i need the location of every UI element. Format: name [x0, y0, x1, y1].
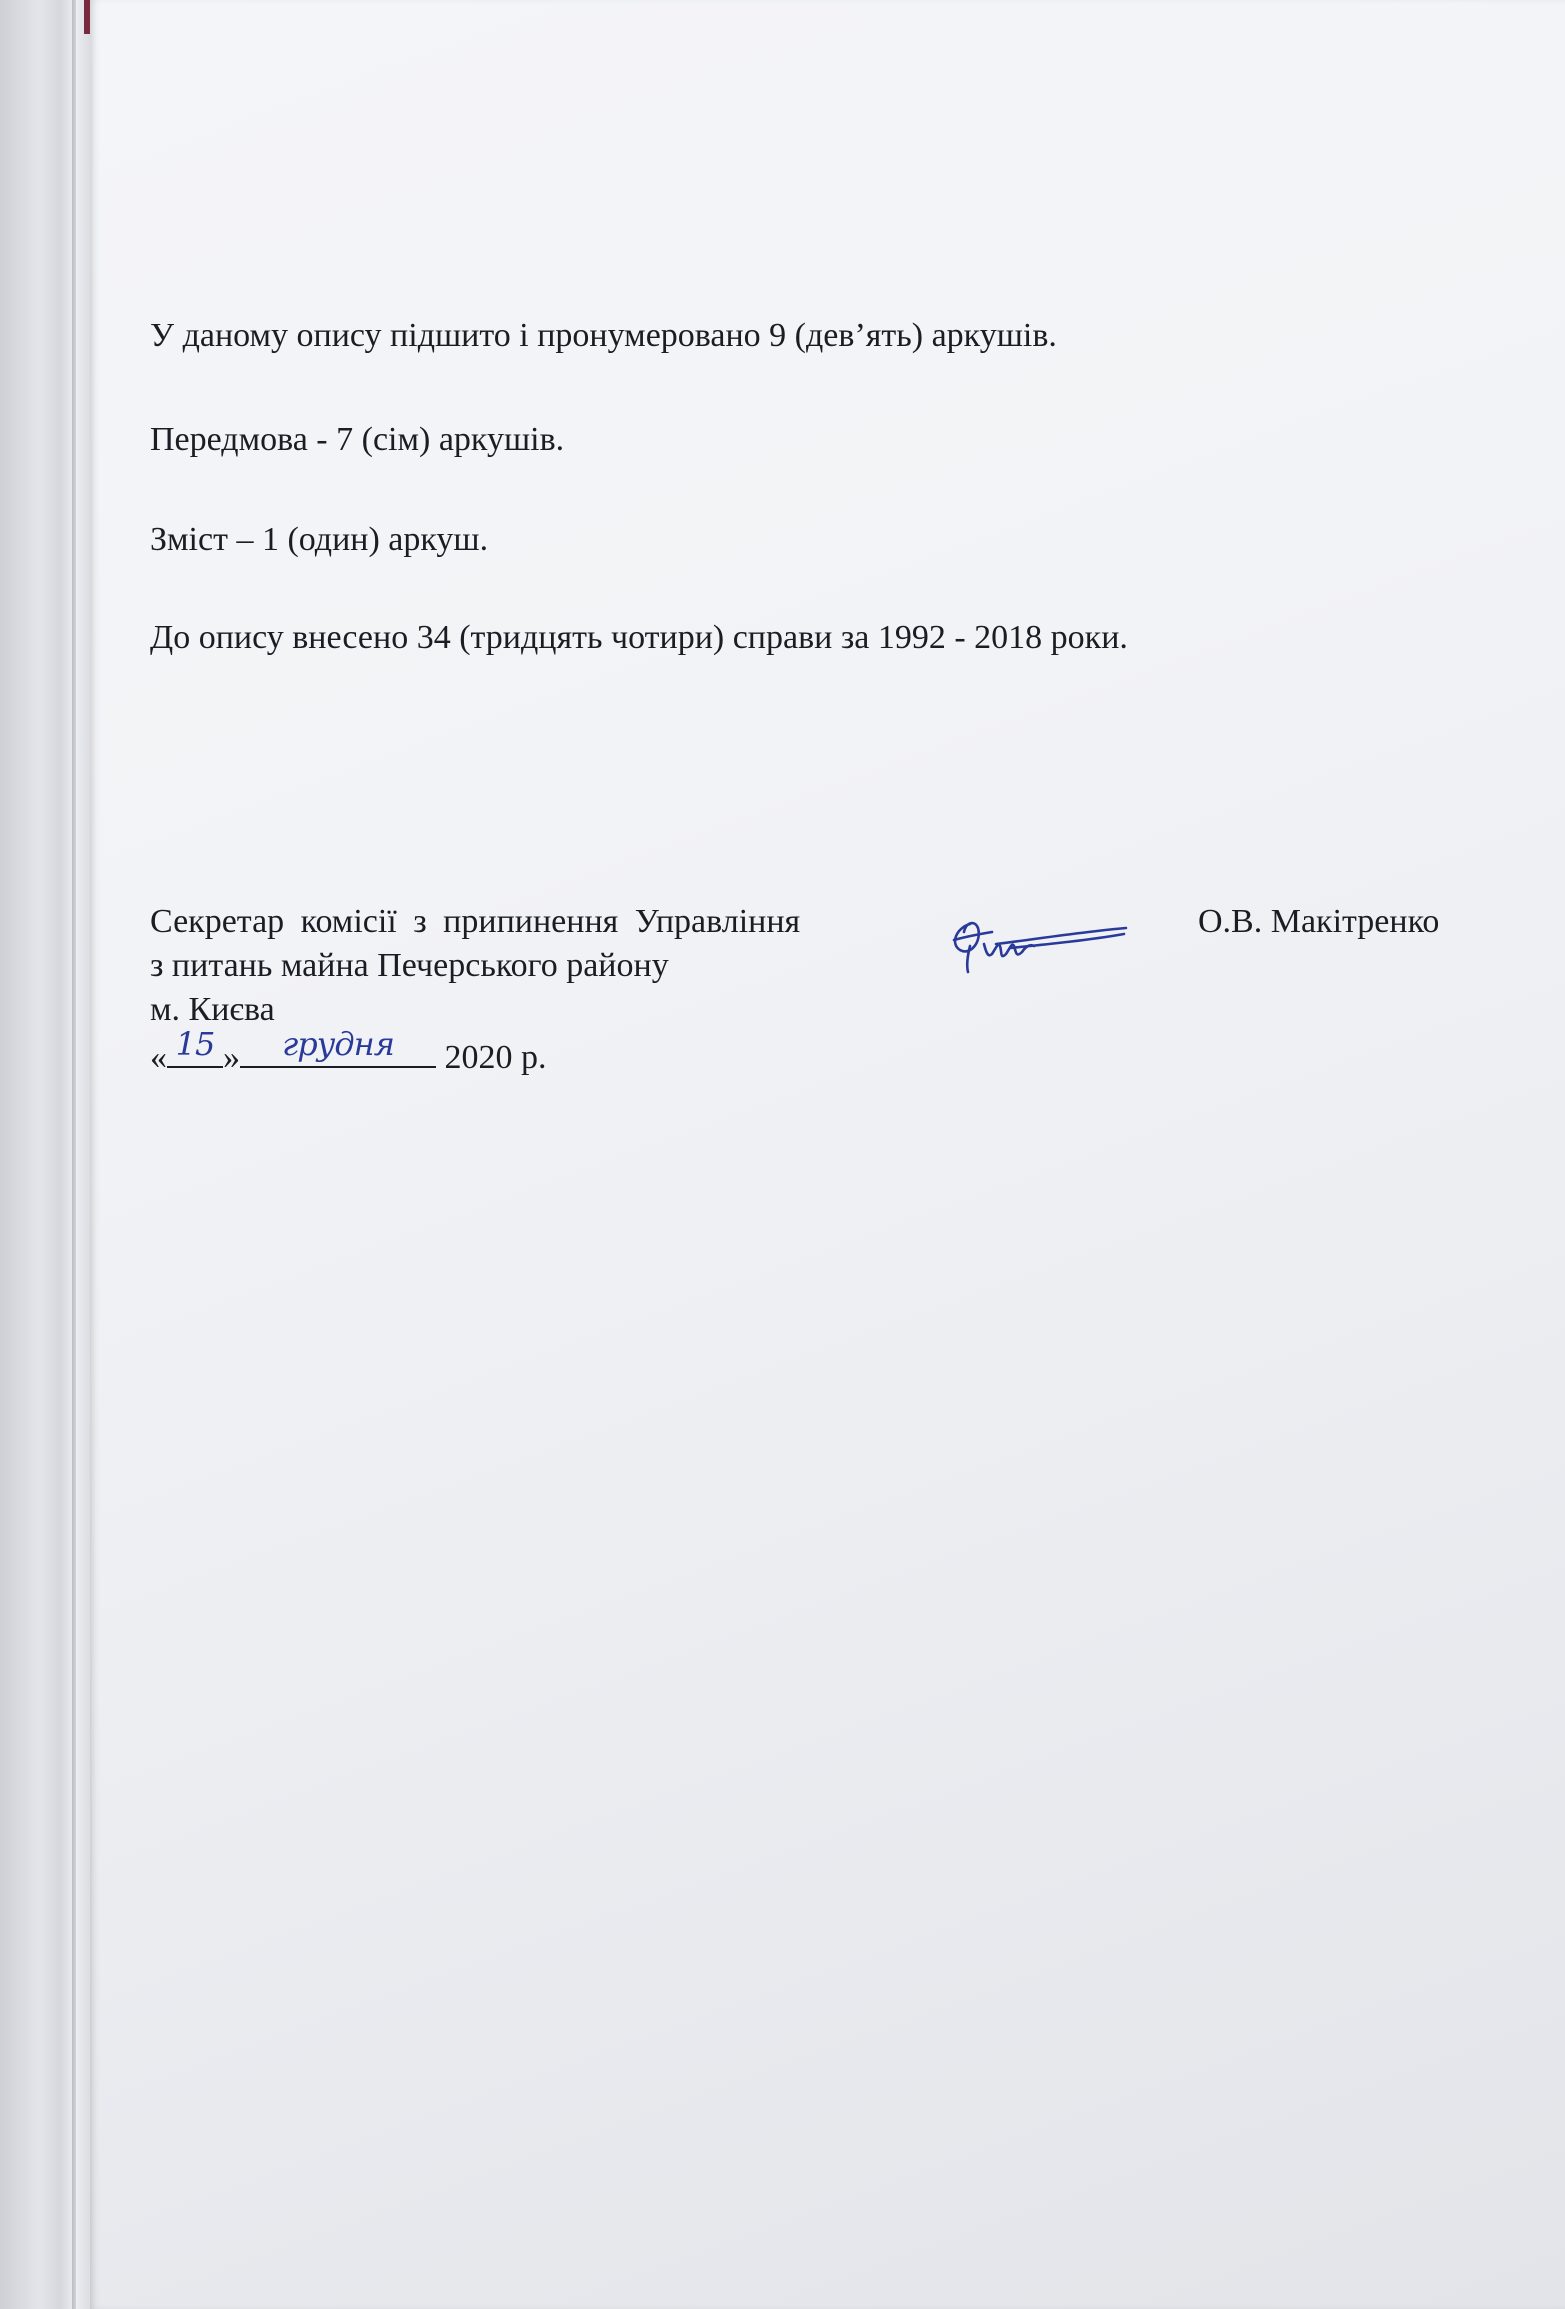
binding-strip	[0, 0, 90, 2309]
date-close-quote: »	[223, 1039, 240, 1076]
date-year: 2020 р.	[444, 1039, 547, 1076]
preface-line: Передмова - 7 (сім) аркушів.	[150, 421, 565, 458]
signer-position-line-1: Секретар комісії з припинення Управління	[150, 903, 801, 940]
contents-line: Зміст – 1 (один) аркуш.	[150, 521, 489, 558]
signer-position-line-3: м. Києва	[150, 991, 275, 1028]
signer-name: О.В. Макітренко	[1198, 903, 1440, 940]
sheets-count-line: У даному опису підшито і пронумеровано 9 (дев’ять) аркушів.	[150, 317, 1057, 354]
date-line	[150, 1025, 910, 1080]
signature-block	[150, 900, 910, 1080]
date-day-blank	[167, 1025, 223, 1068]
date-day-handwritten: 15	[175, 1025, 215, 1063]
signer-position-line-2: з питань майна Печерського району	[150, 947, 669, 984]
binding-edge	[72, 0, 76, 2309]
date-open-quote: «	[150, 1039, 167, 1076]
date-month-blank	[240, 1025, 436, 1068]
date-month-handwritten: грудня	[282, 1025, 394, 1063]
handwritten-signature	[940, 888, 1130, 998]
cases-line: До опису внесено 34 (тридцять чотири) справи за 1992 - 2018 роки.	[150, 619, 1128, 656]
